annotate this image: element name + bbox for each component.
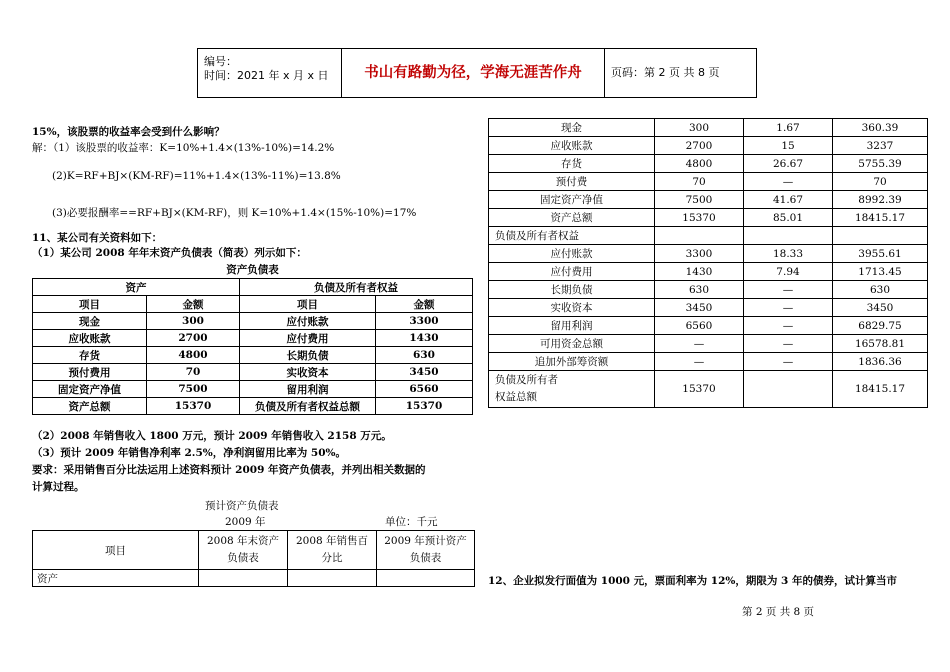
table-row: [489, 209, 928, 227]
q11-para-2: （2）2008 年销售收入 1800 万元，预计 2009 年销售收入 2158 万元。: [32, 430, 392, 442]
cell: 预付费: [489, 173, 655, 191]
table-row: [489, 191, 928, 209]
q11-para-3: （3）预计 2009 年销售净利率 2.5%，净利润留用比率为 50%。: [32, 447, 346, 459]
cell: 300: [147, 313, 240, 330]
cell: —: [744, 173, 833, 191]
cell: 应付费用: [240, 330, 376, 347]
header-line: 2009 年预计资产: [384, 535, 467, 547]
cell: 3450: [376, 364, 473, 381]
header-line: 2008 年销售百: [295, 535, 369, 547]
forecast-unit: 单位：千元: [385, 516, 438, 528]
cell: 3300: [655, 245, 744, 263]
cell: 存货: [489, 155, 655, 173]
cell: 6560: [376, 381, 473, 398]
table-row: [489, 281, 928, 299]
q11-title: 11、某公司有关资料如下：: [32, 232, 163, 244]
cell: 70: [147, 364, 240, 381]
cell: [655, 227, 744, 245]
cell: 应付账款: [240, 313, 376, 330]
table-row: [489, 299, 928, 317]
cell: 3237: [833, 137, 928, 155]
forecast-result-table: [488, 118, 928, 408]
total-label-line: 权益总额: [495, 391, 537, 403]
cell: 固定资产净值: [33, 381, 147, 398]
cell: 现金: [33, 313, 147, 330]
solution-line-2: (2)K=RF+BJ×(KM-RF)=11%+1.4×(13%-11%)=13.8%: [52, 170, 341, 182]
cell: 630: [376, 347, 473, 364]
q11-requirement-1: 要求：采用销售百分比法运用上述资料预计 2009 年资产负债表，并列出相关数据的: [32, 464, 426, 476]
cell: 应付账款: [489, 245, 655, 263]
table-row: [489, 317, 928, 335]
cell: 3450: [655, 299, 744, 317]
cell: 留用利润: [240, 381, 376, 398]
cell: 实收资本: [240, 364, 376, 381]
date-label: 时间：2021 年 x 月 x 日: [204, 69, 329, 82]
table-row: [489, 137, 928, 155]
cell: 6560: [655, 317, 744, 335]
cell: 实收资本: [489, 299, 655, 317]
table-row: [33, 313, 473, 330]
cell: 7500: [655, 191, 744, 209]
cell: 1713.45: [833, 263, 928, 281]
col-2008-sheet: [199, 531, 288, 570]
table-row: [489, 353, 928, 371]
table-row: [33, 279, 473, 296]
cell: 固定资产净值: [489, 191, 655, 209]
cell: 18.33: [744, 245, 833, 263]
table-row: [489, 335, 928, 353]
total-label-line: 负债及所有者: [495, 374, 558, 386]
cell: 3300: [376, 313, 473, 330]
cell: 70: [833, 173, 928, 191]
cell: 应付费用: [489, 263, 655, 281]
cell: 1.67: [744, 119, 833, 137]
cell: 长期负债: [489, 281, 655, 299]
cell: 2700: [655, 137, 744, 155]
cell: 85.01: [744, 209, 833, 227]
forecast-table: [32, 530, 475, 587]
page-footer: 第 2 页 共 8 页: [742, 606, 815, 618]
header-line: 2008 年末资产: [206, 535, 280, 547]
cell: 15: [744, 137, 833, 155]
q15-tail: 15%，该股票的收益率会受到什么影响？: [32, 126, 225, 138]
cell: 3450: [833, 299, 928, 317]
cell: —: [655, 353, 744, 371]
cell: 360.39: [833, 119, 928, 137]
cell: 资产总额: [33, 398, 147, 415]
cell: [377, 570, 475, 587]
cell: 6829.75: [833, 317, 928, 335]
table-row: [489, 119, 928, 137]
cell: [744, 371, 833, 408]
header-motto: 书山有路勤为径，学海无涯苦作舟: [342, 49, 605, 97]
q11-para-1: （1）某公司 2008 年年末资产负债表（简表）列示如下：: [32, 247, 307, 259]
cell: 15370: [655, 209, 744, 227]
cell: 1430: [655, 263, 744, 281]
forecast-year: 2009 年: [225, 516, 266, 528]
cell: 18415.17: [833, 209, 928, 227]
solution-line-3: (3)必要报酬率==RF+BJ×(KM-RF)，则 K=10%+1.4×(15%-10%)=17%: [52, 207, 417, 219]
col-item: 项目: [33, 531, 199, 570]
solution-line-1: 解：（1）该股票的收益率：K=10%+1.4×(13%-10%)=14.2%: [32, 142, 335, 154]
cell: —: [655, 335, 744, 353]
cell: 3955.61: [833, 245, 928, 263]
cell: [833, 227, 928, 245]
cell: 存货: [33, 347, 147, 364]
total-label: [489, 371, 655, 408]
balance-sheet-title: 资产负债表: [226, 264, 279, 276]
table-row: [489, 173, 928, 191]
cell: 18415.17: [833, 371, 928, 408]
cell: 15370: [376, 398, 473, 415]
cell: 长期负债: [240, 347, 376, 364]
cell: —: [744, 317, 833, 335]
col-item: 项目: [240, 296, 376, 313]
cell: 16578.81: [833, 335, 928, 353]
cell: [288, 570, 377, 587]
cell: 负债及所有者权益总额: [240, 398, 376, 415]
header-meta: [198, 49, 342, 97]
col-2009-forecast: [377, 531, 475, 570]
table-row: [33, 296, 473, 313]
page-header: [197, 48, 757, 98]
cell: 630: [833, 281, 928, 299]
section-label: 负债及所有者权益: [489, 227, 655, 245]
cell: 41.67: [744, 191, 833, 209]
cell: 300: [655, 119, 744, 137]
group-liabilities: 负债及所有者权益: [240, 279, 473, 296]
header-line: 负债表: [227, 552, 259, 564]
cell: 追加外部筹资额: [489, 353, 655, 371]
table-row-section: [489, 227, 928, 245]
cell: [199, 570, 288, 587]
cell: 1430: [376, 330, 473, 347]
cell: 资产总额: [489, 209, 655, 227]
q11-requirement-2: 计算过程。: [32, 481, 85, 493]
q12-text: 12、企业拟发行面值为 1000 元，票面利率为 12%，期限为 3 年的债券，试计算当市: [488, 575, 898, 587]
cell: 630: [655, 281, 744, 299]
group-assets: 资产: [33, 279, 240, 296]
table-row: [33, 330, 473, 347]
balance-sheet-table: [32, 278, 473, 415]
cell: 26.67: [744, 155, 833, 173]
cell: 15370: [147, 398, 240, 415]
cell: 7.94: [744, 263, 833, 281]
cell: 现金: [489, 119, 655, 137]
cell: 资产: [33, 570, 199, 587]
table-row-total: [489, 371, 928, 408]
cell: 应收账款: [489, 137, 655, 155]
header-page-info: 页码：第 2 页 共 8 页: [611, 66, 720, 79]
table-row: [489, 245, 928, 263]
cell: 留用利润: [489, 317, 655, 335]
col-item: 项目: [33, 296, 147, 313]
cell: —: [744, 353, 833, 371]
forecast-title: 预计资产负债表: [205, 500, 279, 512]
cell: 8992.39: [833, 191, 928, 209]
table-row-total: [33, 398, 473, 415]
cell: 4800: [655, 155, 744, 173]
col-amount: 金额: [147, 296, 240, 313]
table-row: [33, 570, 475, 587]
header-line: 负债表: [409, 552, 442, 564]
table-row: [33, 381, 473, 398]
cell: 4800: [147, 347, 240, 364]
cell: 70: [655, 173, 744, 191]
cell: 5755.39: [833, 155, 928, 173]
col-amount: 金额: [376, 296, 473, 313]
table-row: [33, 347, 473, 364]
cell: 预付费用: [33, 364, 147, 381]
table-row: [489, 155, 928, 173]
header-line: 分比: [321, 552, 343, 564]
cell: 15370: [655, 371, 744, 408]
cell: —: [744, 281, 833, 299]
cell: —: [744, 335, 833, 353]
table-row: [33, 364, 473, 381]
table-row: [33, 531, 475, 570]
cell: —: [744, 299, 833, 317]
cell: 应收账款: [33, 330, 147, 347]
cell: [744, 227, 833, 245]
cell: 1836.36: [833, 353, 928, 371]
cell: 可用资金总额: [489, 335, 655, 353]
col-2008-percent: [288, 531, 377, 570]
table-row: [489, 263, 928, 281]
cell: 7500: [147, 381, 240, 398]
code-label: 编号：: [204, 55, 237, 68]
cell: 2700: [147, 330, 240, 347]
